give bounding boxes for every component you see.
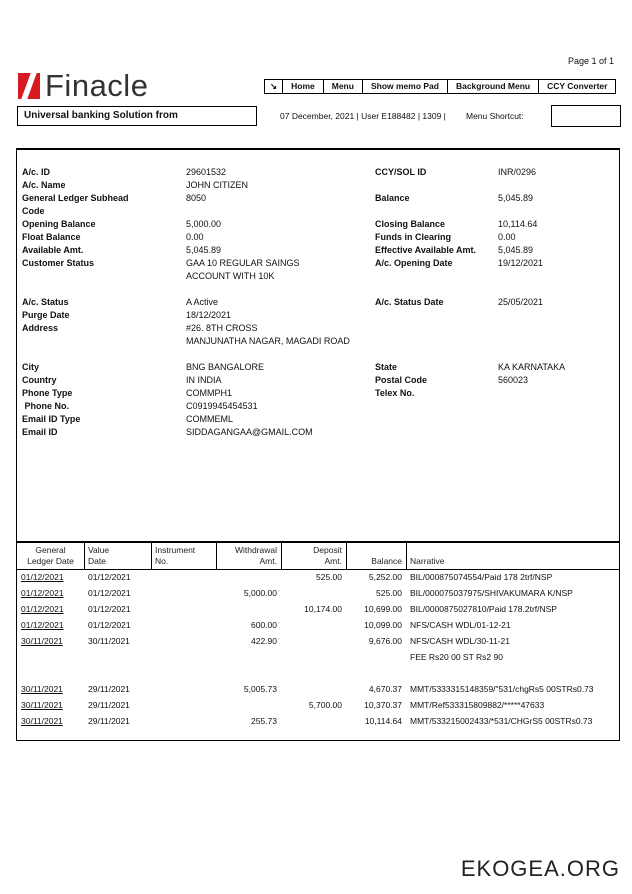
finacle-logo (18, 70, 148, 102)
table-cell: 30/11/2021 (88, 636, 130, 646)
table-cell: 5,000.00 (243, 588, 277, 598)
ledger-date-link[interactable]: 30/11/2021 (21, 716, 63, 726)
table-cell: 01/12/2021 (88, 604, 131, 614)
field-label: A/c. Status Date (375, 297, 444, 307)
field-label: Effective Available Amt. (375, 245, 477, 255)
field-label: A/c. Opening Date (375, 258, 453, 268)
table-cell: BIL/000075037975/SHIVAKUMARA K/NSP (410, 588, 573, 598)
session-info: 07 December, 2021 | User E188482 | 1309 | (280, 111, 446, 121)
field-label: Funds in Clearing (375, 232, 452, 242)
transactions-table (16, 541, 620, 741)
table-cell: 5,700.00 (308, 700, 342, 710)
field-label: General Ledger Subhead (22, 193, 129, 203)
column-divider (151, 542, 152, 569)
column-divider (281, 542, 282, 569)
field-label: Float Balance (22, 232, 81, 242)
field-value: 5,045.89 (186, 245, 222, 255)
field-value: C0919945454531 (186, 401, 258, 411)
table-cell: 10,174.00 (304, 604, 342, 614)
field-label: Telex No. (375, 388, 415, 398)
table-cell: 5,252.00 (368, 572, 402, 582)
column-divider (216, 542, 217, 569)
field-value: INR/0296 (498, 167, 537, 177)
table-cell: 29/11/2021 (88, 716, 130, 726)
field-label: State (375, 362, 398, 372)
account-details-panel (16, 148, 620, 543)
column-header: Deposit Amt. (313, 545, 342, 566)
ledger-date-link[interactable]: 01/12/2021 (21, 572, 64, 582)
table-cell: 600.00 (251, 620, 277, 630)
field-value: A Active (186, 297, 219, 307)
table-cell: 29/11/2021 (88, 684, 130, 694)
table-cell: NFS/CASH WDL/01-12-21 (410, 620, 511, 630)
field-value: 10,114.64 (498, 219, 538, 229)
field-label: CCY/SOL ID (375, 167, 427, 177)
watermark: EKOGEA.ORG (460, 856, 620, 881)
home-button[interactable]: Home (282, 80, 323, 93)
finacle-logo-icon (18, 73, 40, 99)
column-header: Withdrawal Amt. (234, 545, 277, 566)
logo-text: Finacle (45, 68, 149, 103)
field-value: 29601532 (186, 167, 227, 177)
field-label: Email ID (22, 427, 58, 437)
field-value: 18/12/2021 (186, 310, 232, 320)
field-value: GAA 10 REGULAR SAINGS (186, 258, 300, 268)
tagline: Universal banking Solution from (17, 106, 257, 126)
ledger-date-link[interactable]: 30/11/2021 (21, 636, 63, 646)
table-cell: 01/12/2021 (88, 572, 131, 582)
field-label: Email ID Type (22, 414, 81, 424)
field-label: A/c. ID (22, 167, 51, 177)
table-cell: 10,699.00 (364, 604, 402, 614)
field-label: A/c. Name (22, 180, 66, 190)
arrow-down-left-icon[interactable]: ↘ (270, 81, 278, 91)
field-label: Country (22, 375, 57, 385)
field-label: Balance (375, 193, 410, 203)
table-cell: MMT/Ref533315809882/*****47633 (410, 700, 545, 710)
page-number: Page 1 of 1 (567, 56, 614, 66)
table-cell: 255.73 (251, 716, 277, 726)
table-cell: NFS/CASH WDL/30-11-21 (410, 636, 510, 646)
table-cell: 525.00 (376, 588, 402, 598)
field-label: Purge Date (22, 310, 70, 320)
column-header: Value Date (88, 545, 110, 566)
menu-button[interactable]: Menu (323, 80, 362, 93)
table-cell: 01/12/2021 (88, 588, 131, 598)
field-label: Postal Code (375, 375, 428, 385)
field-value: 0.00 (498, 232, 516, 242)
table-cell: 01/12/2021 (88, 620, 131, 630)
show-memo-pad-button[interactable]: Show memo Pad (362, 80, 447, 93)
table-cell: 4,670.37 (368, 684, 402, 694)
field-value: 5,000.00 (186, 219, 222, 229)
field-value: #26. 8TH CROSS (186, 323, 258, 333)
field-value: KA KARNATAKA (498, 362, 566, 372)
field-value: 5,045.89 (498, 245, 534, 255)
field-label: Opening Balance (22, 219, 96, 229)
field-value: JOHN CITIZEN (186, 180, 248, 190)
menu-shortcut-input[interactable] (551, 105, 621, 127)
column-divider (84, 542, 85, 569)
field-label: Available Amt. (22, 245, 84, 255)
field-label: Phone No. (22, 401, 69, 411)
field-label: Address (22, 323, 59, 333)
table-cell: MMT/5333315148359/"531/chgRs5 00STRs0.73 (410, 684, 594, 694)
table-cell: 5,005.73 (243, 684, 277, 694)
field-value: COMMPH1 (186, 388, 233, 398)
table-cell: BIL/000875074554/Paid 178 2trf/NSP (410, 572, 553, 582)
toolbar (264, 79, 616, 94)
field-value: 0.00 (186, 232, 204, 242)
field-value: MANJUNATHA NAGAR, MAGADI ROAD (186, 336, 350, 346)
field-label: A/c. Status (22, 297, 69, 307)
column-divider (406, 542, 407, 569)
field-value: IN INDIA (186, 375, 222, 385)
field-value: COMMEML (186, 414, 233, 424)
column-header: Balance (371, 556, 402, 566)
field-label: Code (22, 206, 45, 216)
field-label: City (22, 362, 40, 372)
table-cell: 9,676.00 (368, 636, 402, 646)
table-cell: 10,099.00 (364, 620, 402, 630)
ledger-date-link[interactable]: 30/11/2021 (21, 684, 63, 694)
field-value: ACCOUNT WITH 10K (186, 271, 275, 281)
column-divider (346, 542, 347, 569)
background-menu-button[interactable]: Background Menu (447, 80, 538, 93)
table-cell: 10,114.64 (364, 716, 402, 726)
header-divider (17, 569, 619, 570)
column-header: General Ledger Date (27, 545, 74, 566)
field-value: 8050 (186, 193, 207, 203)
field-label: Phone Type (22, 388, 73, 398)
ledger-date-link[interactable]: 01/12/2021 (21, 588, 64, 598)
field-value: 25/05/2021 (498, 297, 544, 307)
field-value: 19/12/2021 (498, 258, 544, 268)
field-value: BNG BANGALORE (186, 362, 265, 372)
ledger-date-link[interactable]: 30/11/2021 (21, 700, 63, 710)
table-cell: 525.00 (316, 572, 342, 582)
table-cell: MMT/533215002433/*531/CHGrS5 00STRs0.73 (410, 716, 593, 726)
field-value: 5,045.89 (498, 193, 534, 203)
field-value: SIDDAGANGAA@GMAIL.COM (186, 427, 313, 437)
column-header: Instrument No. (155, 545, 196, 566)
menu-shortcut-label: Menu Shortcut: (466, 111, 524, 121)
field-value: 560023 (498, 375, 529, 385)
field-label: Customer Status (22, 258, 95, 268)
ledger-date-link[interactable]: 01/12/2021 (21, 604, 64, 614)
table-cell: 10,370.37 (364, 700, 402, 710)
field-label: Closing Balance (375, 219, 446, 229)
table-cell: 422.90 (251, 636, 277, 646)
table-cell: 29/11/2021 (88, 700, 130, 710)
table-cell: FEE Rs20 00 ST Rs2 90 (410, 652, 503, 662)
table-cell: BIL/0000875027810/Paid 178.2trf/NSP (410, 604, 557, 614)
ledger-date-link[interactable]: 01/12/2021 (21, 620, 64, 630)
column-header: Narrative (410, 556, 445, 566)
ccy-converter-button[interactable]: CCY Converter (538, 80, 615, 93)
